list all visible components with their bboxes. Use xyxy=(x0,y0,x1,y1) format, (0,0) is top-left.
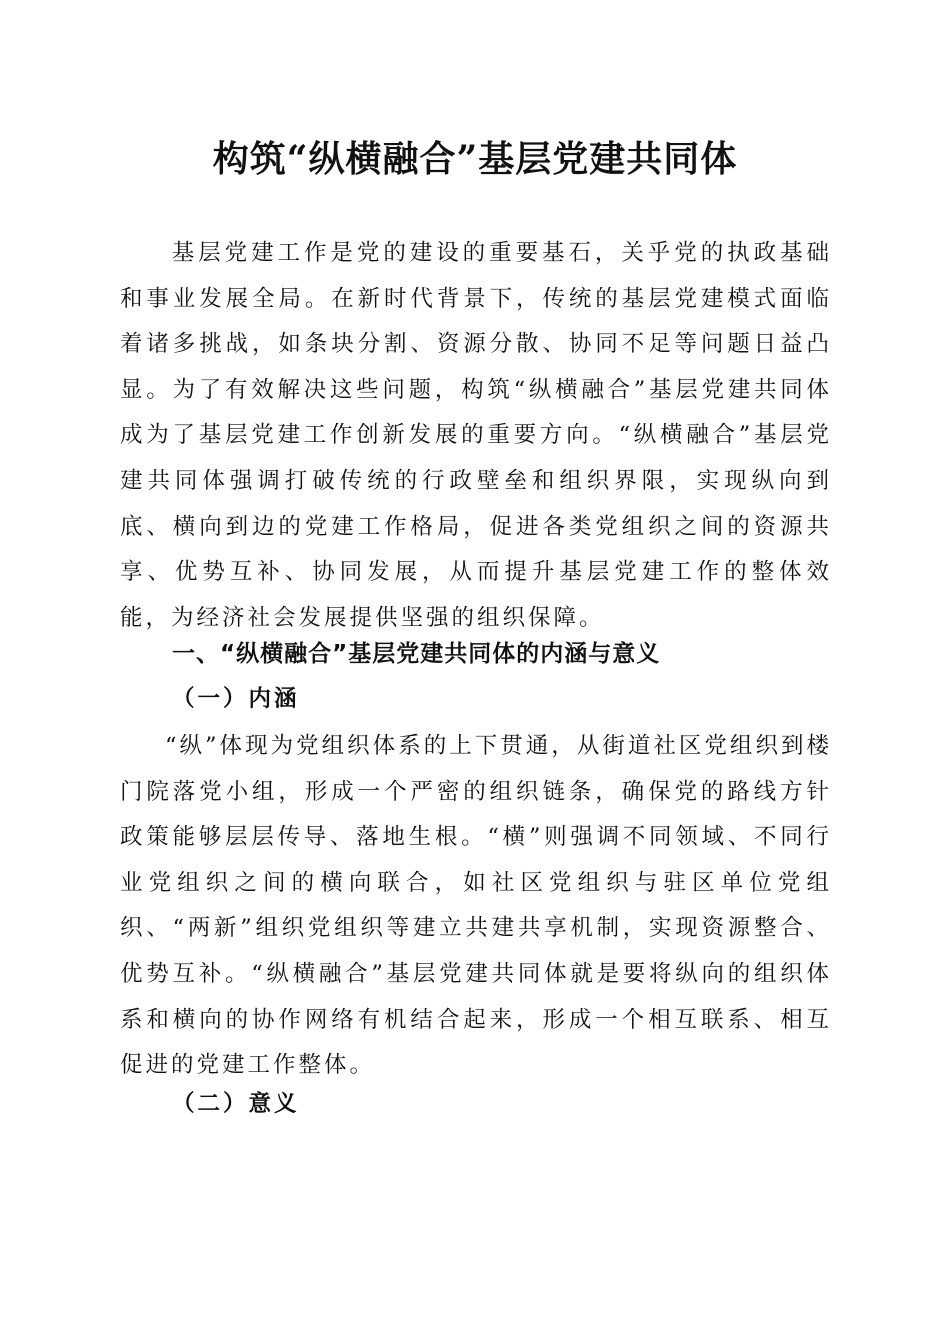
intro-paragraph: 基层党建工作是党的建设的重要基石，关乎党的执政基础和事业发展全局。在新时代背景下，传统的基层党建模式面临着诸多挑战，如条块分割、资源分散、协同不足等问题日益凸显。为了有效解决这些问题，构筑“纵横融合”基层党建共同体成为了基层党建工作创新发展的重要方向。“纵横融合”基层党建共同体强调打破传统的行政壁垒和组织界限，实现纵向到底、横向到边的党建工作格局，促进各类党组织之间的资源共享、优势互补、协同发展，从而提升基层党建工作的整体效能，为经济社会发展提供坚强的组织保障。 xyxy=(120,240,832,631)
document-title: 构筑“纵横融合”基层党建共同体 xyxy=(212,138,738,180)
connotation-paragraph: “纵”体现为党组织体系的上下贯通，从街道社区党组织到楼门院落党小组，形成一个严密的组织链条，确保党的路线方针政策能够层层传导、落地生根。“横”则强调不同领域、不同行业党组织之间的横向联合，如社区党组织与驻区单位党组织、“两新”组织党组织等建立共建共享机制，实现资源整合、优势互补。“纵横融合”基层党建共同体就是要将纵向的组织体系和横向的协作网络有机结合起来，形成一个相互联系、相互促进的党建工作整体。 xyxy=(120,733,832,1079)
section-heading-1: 一、“纵横融合”基层党建共同体的内涵与意义 xyxy=(172,641,661,667)
subsection-heading-significance: （二）意义 xyxy=(172,1091,300,1117)
subsection-heading-connotation: （一）内涵 xyxy=(172,686,300,712)
